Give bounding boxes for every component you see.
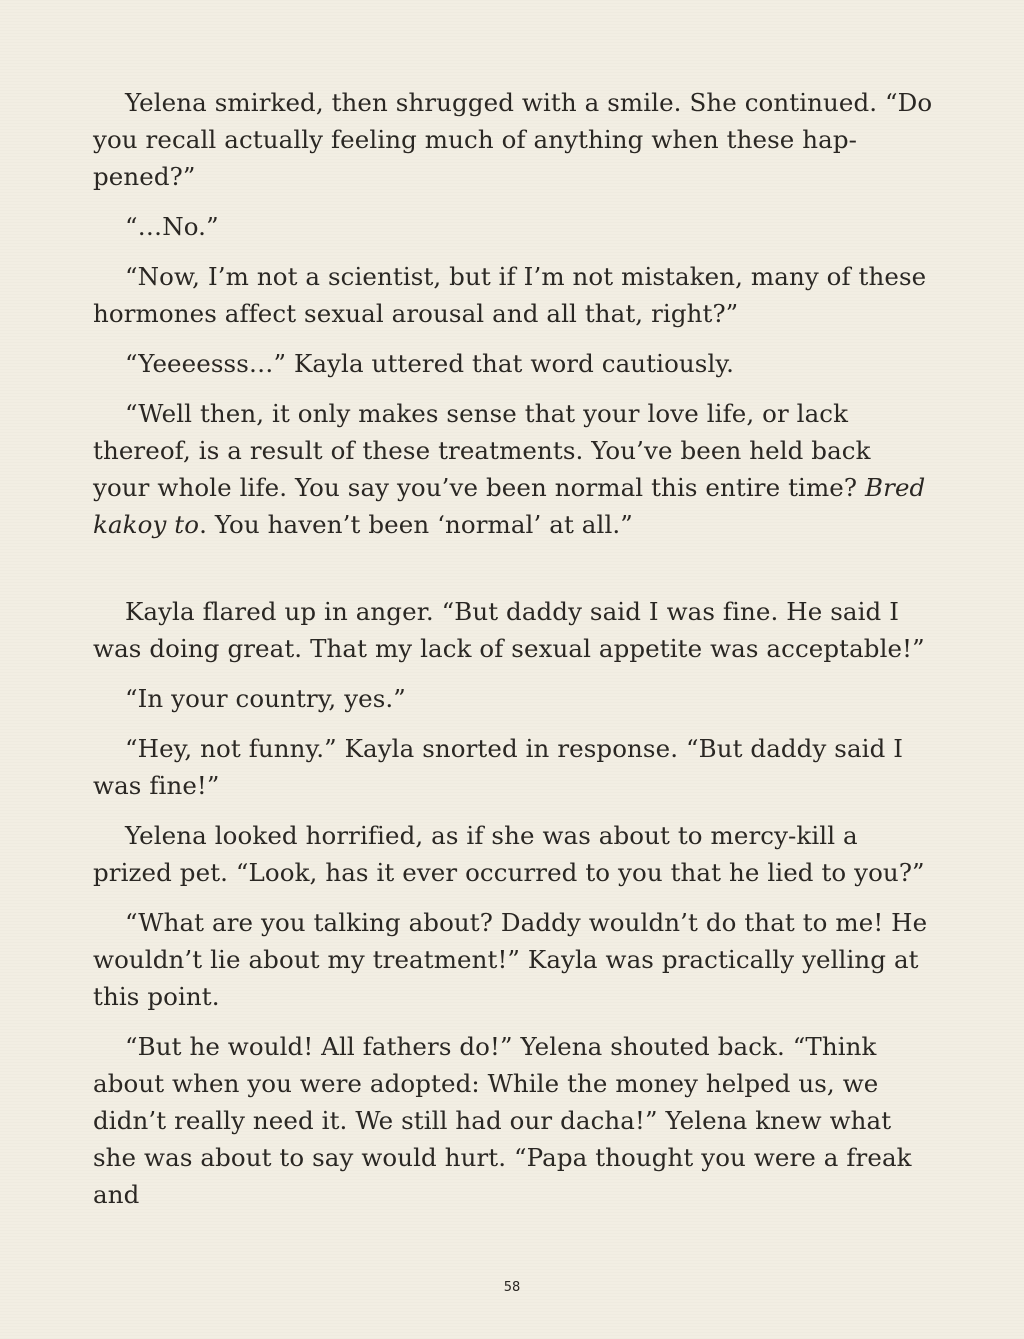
paragraph-6: Kayla flared up in anger. “But daddy said I was fine. He said I was doing great. That my lack of sexual appetite was acceptable!” xyxy=(93,597,925,663)
paragraph-5-italic: Bred kakoy to xyxy=(93,473,926,539)
paragraph-5 xyxy=(93,395,933,543)
paragraph-10: “What are you talking about? Daddy wouldn’t do that to me! He wouldn’t lie about my treatment!” Kayla was practically yelling at this point. xyxy=(93,908,928,1011)
paragraph-8: “Hey, not funny.” Kayla snorted in response. “But daddy said I was fine!” xyxy=(93,734,904,800)
paragraph-2: “…No.” xyxy=(125,212,219,241)
paragraph-3: “Now, I’m not a scientist, but if I’m not mistaken, many of these hormones affect sexual arousal and all that, right?” xyxy=(93,262,927,328)
page-number: 58 xyxy=(503,1280,521,1295)
paragraph-1: Yelena smirked, then shrugged with a smile. She continued. “Do you recall actually feeling much of anything when these hap-pened?” xyxy=(93,88,933,191)
body-text xyxy=(93,84,933,1226)
paragraph-11: “But he would! All fathers do!” Yelena shouted back. “Think about when you were adopted: While the money helped us, we didn’t really need it. We still had our dacha!” Yelena knew what she was about to say would hurt. “Papa thought you were a freak and xyxy=(93,1032,912,1209)
paragraph-4: “Yeeeesss…” Kayla uttered that word cautiously. xyxy=(125,349,734,378)
paragraph-7: “In your country, yes.” xyxy=(125,684,406,713)
paragraph-5-start: “Well then, it only makes sense that your love life, or lack thereof, is a result of these treatments. You’ve been held back your whole life. You say you’ve been normal this entire time? xyxy=(93,399,871,502)
paragraph-5-end: . You haven’t been ‘normal’ at all.” xyxy=(199,510,633,539)
paragraph-9: Yelena looked horrified, as if she was about to mercy-kill a prized pet. “Look, has it ever occurred to you that he lied to you?” xyxy=(93,821,925,887)
